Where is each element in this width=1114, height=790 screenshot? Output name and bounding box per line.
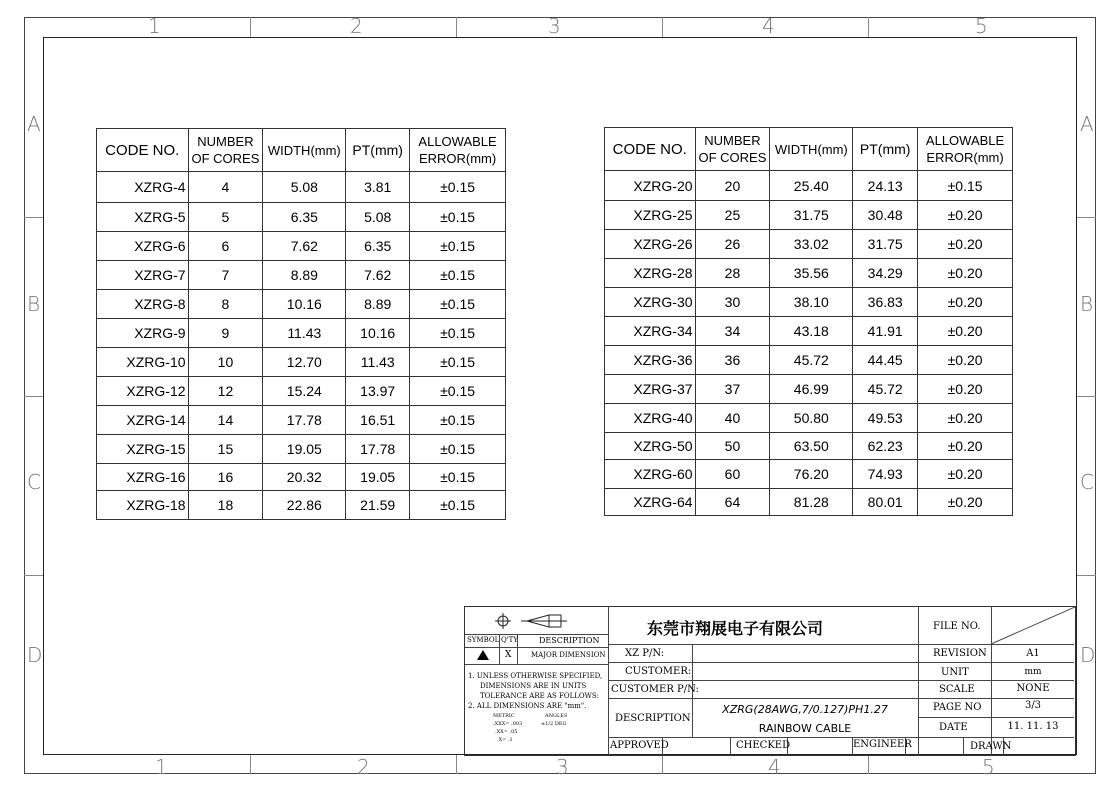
cell-pt: 19.05 [346, 464, 410, 491]
cell-code: XZRG-60 [605, 460, 696, 489]
major-dimension-desc: MAJOR DIMENSION [531, 651, 606, 659]
cell-pt: 5.08 [346, 203, 410, 232]
cell-pt: 36.83 [853, 288, 918, 317]
note-2: 2. ALL DIMENSIONS ARE "mm". [468, 702, 587, 710]
zone-tick [868, 755, 869, 774]
cell-cores: 8 [188, 290, 263, 319]
cell-cores: 12 [188, 377, 263, 406]
cell-cores: 64 [695, 489, 770, 516]
zone-tick [456, 17, 457, 37]
zone-tick [1077, 217, 1096, 218]
cell-err: ±0.20 [918, 375, 1013, 404]
cell-code: XZRG-64 [605, 489, 696, 516]
cell-pt: 74.93 [853, 460, 918, 489]
table-row [97, 435, 506, 464]
cell-err: ±0.20 [918, 346, 1013, 375]
customer-label: CUSTOMER: [625, 666, 692, 677]
table-row [97, 261, 506, 290]
cell-code: XZRG-10 [97, 348, 189, 377]
table-row [97, 232, 506, 261]
cell-err: ±0.15 [410, 319, 506, 348]
date-label: DATE [939, 722, 968, 733]
cell-width: 81.28 [770, 489, 853, 516]
zone-tick [250, 755, 251, 774]
cell-err: ±0.15 [410, 348, 506, 377]
cell-err: ±0.15 [410, 377, 506, 406]
table-row [97, 377, 506, 406]
cell-cores: 14 [188, 406, 263, 435]
header-pt: PT(mm) [346, 129, 410, 172]
table-row [97, 348, 506, 377]
cell-width: 15.24 [263, 377, 346, 406]
cell-err: ±0.15 [410, 464, 506, 491]
spec-table-right [604, 127, 1013, 516]
date-value: 11. 11. 13 [1007, 721, 1059, 732]
note-angles: ANGLES [545, 713, 568, 719]
table-row [97, 464, 506, 491]
cell-width: 25.40 [770, 171, 853, 201]
cell-code: XZRG-34 [605, 317, 696, 346]
cell-code: XZRG-12 [97, 377, 189, 406]
cell-cores: 36 [695, 346, 770, 375]
symbol-qty: X [505, 650, 512, 660]
revision-label: REVISION [933, 648, 987, 659]
table-row [97, 491, 506, 520]
cell-err: ±0.20 [918, 317, 1013, 346]
header-allowable-error: ALLOWABLE ERROR(mm) [918, 128, 1013, 171]
zone-label-col-2: 2 [357, 755, 370, 779]
cell-pt: 13.97 [346, 377, 410, 406]
cell-width: 50.80 [770, 404, 853, 433]
cell-code: XZRG-50 [605, 433, 696, 460]
cell-cores: 4 [188, 172, 263, 203]
zone-label-col-4: 4 [768, 755, 781, 779]
cell-pt: 62.23 [853, 433, 918, 460]
cell-width: 22.86 [263, 491, 346, 520]
cell-pt: 24.13 [853, 171, 918, 201]
cell-cores: 18 [188, 491, 263, 520]
cell-err: ±0.15 [410, 232, 506, 261]
cell-cores: 15 [188, 435, 263, 464]
cell-code: XZRG-30 [605, 288, 696, 317]
note-tol-2: .XX= .05 [495, 729, 518, 735]
cell-code: XZRG-28 [605, 259, 696, 288]
table-row [605, 288, 1013, 317]
cell-err: ±0.15 [410, 290, 506, 319]
table-row [605, 433, 1013, 460]
unit-label: UNIT [941, 667, 969, 678]
cell-err: ±0.15 [410, 435, 506, 464]
zone-tick [662, 17, 663, 37]
cell-code: XZRG-7 [97, 261, 189, 290]
cell-err: ±0.20 [918, 489, 1013, 516]
zone-label-col-4: 4 [762, 14, 775, 38]
cell-err: ±0.20 [918, 433, 1013, 460]
cell-width: 43.18 [770, 317, 853, 346]
cell-width: 76.20 [770, 460, 853, 489]
note-tol-angle: ±1/2 DEG [541, 721, 567, 727]
cell-pt: 3.81 [346, 172, 410, 203]
cell-cores: 6 [188, 232, 263, 261]
zone-label-col-3: 3 [556, 755, 569, 779]
cell-width: 8.89 [263, 261, 346, 290]
zone-label-col-3: 3 [548, 14, 561, 38]
zone-label-row-b: B [1080, 292, 1094, 316]
cell-width: 20.32 [263, 464, 346, 491]
cell-cores: 16 [188, 464, 263, 491]
zone-label-row-b: B [27, 292, 41, 316]
spec-table-left [96, 128, 506, 520]
table-row [605, 404, 1013, 433]
drawn-label: DRAWN [970, 741, 1012, 752]
cell-width: 63.50 [770, 433, 853, 460]
description-line-1: XZRG(28AWG,7/0.127)PH1.27 [722, 703, 888, 716]
cell-pt: 11.43 [346, 348, 410, 377]
zone-tick [662, 755, 663, 774]
cell-err: ±0.20 [918, 259, 1013, 288]
table-row [605, 460, 1013, 489]
cell-cores: 20 [695, 171, 770, 201]
cell-pt: 16.51 [346, 406, 410, 435]
note-1c: TOLERANCE ARE AS FOLLOWS: [480, 692, 600, 700]
approved-label: APPROVED [610, 740, 669, 751]
cell-cores: 34 [695, 317, 770, 346]
cell-err: ±0.15 [410, 261, 506, 290]
header-code-no: CODE NO. [605, 128, 696, 171]
cell-width: 5.08 [263, 172, 346, 203]
cell-code: XZRG-16 [97, 464, 189, 491]
cell-pt: 7.62 [346, 261, 410, 290]
header-allowable-error: ALLOWABLE ERROR(mm) [410, 129, 506, 172]
table-row [605, 375, 1013, 404]
note-1b: DIMENSIONS ARE IN UNITS [480, 682, 587, 690]
cell-code: XZRG-14 [97, 406, 189, 435]
cell-code: XZRG-36 [605, 346, 696, 375]
header-number-of-cores: NUMBER OF CORES [695, 128, 770, 171]
table-row [605, 171, 1013, 201]
table-row [97, 290, 506, 319]
cell-err: ±0.15 [918, 171, 1013, 201]
cell-code: XZRG-26 [605, 230, 696, 259]
customer-pn-label: CUSTOMER P/N: [611, 684, 699, 695]
cell-width: 38.10 [770, 288, 853, 317]
cell-pt: 45.72 [853, 375, 918, 404]
cell-err: ±0.15 [410, 491, 506, 520]
note-tol-3: .XXX= .003 [493, 721, 523, 727]
cell-err: ±0.20 [918, 404, 1013, 433]
cell-pt: 49.53 [853, 404, 918, 433]
cell-code: XZRG-5 [97, 203, 189, 232]
cell-cores: 7 [188, 261, 263, 290]
zone-tick [1077, 396, 1096, 397]
cell-cores: 28 [695, 259, 770, 288]
cell-cores: 9 [188, 319, 263, 348]
cell-err: ±0.15 [410, 203, 506, 232]
zone-tick [24, 396, 43, 397]
cell-pt: 17.78 [346, 435, 410, 464]
page-no-label: PAGE NO [933, 702, 982, 713]
cell-width: 10.16 [263, 290, 346, 319]
header-width: WIDTH(mm) [770, 128, 853, 171]
cell-pt: 80.01 [853, 489, 918, 516]
scale-label: SCALE [939, 684, 975, 695]
cell-width: 6.35 [263, 203, 346, 232]
zone-tick [24, 217, 43, 218]
cell-code: XZRG-20 [605, 171, 696, 201]
table-row [97, 172, 506, 203]
major-dimension-triangle-icon [477, 650, 489, 660]
cell-pt: 21.59 [346, 491, 410, 520]
cell-code: XZRG-8 [97, 290, 189, 319]
cell-width: 17.78 [263, 406, 346, 435]
zone-label-row-a: A [27, 112, 41, 136]
cell-pt: 30.48 [853, 201, 918, 230]
cell-width: 19.05 [263, 435, 346, 464]
table-row [605, 230, 1013, 259]
header-width: WIDTH(mm) [263, 129, 346, 172]
cell-cores: 5 [188, 203, 263, 232]
cell-width: 35.56 [770, 259, 853, 288]
cell-err: ±0.15 [410, 406, 506, 435]
checked-label: CHECKED [736, 740, 791, 751]
header-pt: PT(mm) [853, 128, 918, 171]
cell-code: XZRG-25 [605, 201, 696, 230]
table-row [97, 406, 506, 435]
table-row [605, 346, 1013, 375]
cell-cores: 37 [695, 375, 770, 404]
cell-width: 12.70 [263, 348, 346, 377]
table-row [605, 489, 1013, 516]
zone-tick [24, 575, 43, 576]
description-line-2: RAINBOW CABLE [758, 722, 852, 735]
cell-cores: 60 [695, 460, 770, 489]
cell-cores: 30 [695, 288, 770, 317]
zone-tick [1077, 575, 1096, 576]
cell-width: 45.72 [770, 346, 853, 375]
zone-label-col-1: 1 [155, 755, 168, 779]
description-label: DESCRIPTION [615, 713, 691, 724]
zone-label-row-c: C [1080, 470, 1094, 494]
table-row [97, 319, 506, 348]
table-row [97, 203, 506, 232]
description-header: DESCRIPTION [539, 636, 600, 645]
cell-cores: 25 [695, 201, 770, 230]
cell-width: 7.62 [263, 232, 346, 261]
table-row [605, 201, 1013, 230]
note-metric: METRIC [493, 713, 515, 719]
cell-err: ±0.20 [918, 460, 1013, 489]
cell-pt: 6.35 [346, 232, 410, 261]
qty-header: Q'TY [501, 636, 518, 644]
cell-code: XZRG-15 [97, 435, 189, 464]
cell-code: XZRG-37 [605, 375, 696, 404]
revision-value: A1 [1026, 648, 1040, 659]
cell-cores: 50 [695, 433, 770, 460]
page-no-value: 3/3 [1024, 700, 1042, 711]
cell-width: 46.99 [770, 375, 853, 404]
file-no-diagonal [991, 607, 1075, 645]
cell-err: ±0.20 [918, 230, 1013, 259]
cell-pt: 31.75 [853, 230, 918, 259]
cell-width: 31.75 [770, 201, 853, 230]
scale-value: NONE [1016, 683, 1050, 694]
cell-cores: 10 [188, 348, 263, 377]
cell-pt: 34.29 [853, 259, 918, 288]
zone-label-col-5: 5 [975, 14, 988, 38]
table-row [605, 259, 1013, 288]
cell-code: XZRG-4 [97, 172, 189, 203]
company-name: 东莞市翔展电子有限公司 [647, 619, 824, 638]
zone-label-row-a: A [1080, 112, 1094, 136]
note-1a: 1. UNLESS OTHERWISE SPECIFIED, [468, 672, 603, 680]
zone-label-row-d: D [1080, 643, 1096, 667]
zone-label-col-1: 1 [148, 14, 161, 38]
cell-code: XZRG-9 [97, 319, 189, 348]
cell-err: ±0.20 [918, 288, 1013, 317]
cell-cores: 40 [695, 404, 770, 433]
zone-label-col-5: 5 [982, 755, 995, 779]
file-no-label: FILE NO. [933, 621, 981, 632]
cell-code: XZRG-6 [97, 232, 189, 261]
engineer-label: ENGINEER [853, 739, 912, 750]
zone-tick [456, 755, 457, 774]
cell-err: ±0.15 [410, 172, 506, 203]
title-block [464, 606, 1076, 756]
cell-err: ±0.20 [918, 201, 1013, 230]
zone-label-row-c: C [27, 470, 41, 494]
table-row [605, 317, 1013, 346]
zone-label-col-2: 2 [350, 14, 363, 38]
zone-tick [868, 17, 869, 37]
unit-value: mm [1024, 667, 1042, 677]
cell-width: 11.43 [263, 319, 346, 348]
xz-pn-label: XZ P/N: [625, 648, 665, 659]
cell-code: XZRG-40 [605, 404, 696, 433]
zone-tick [250, 17, 251, 37]
cell-pt: 44.45 [853, 346, 918, 375]
header-code-no: CODE NO. [97, 129, 189, 172]
cell-cores: 26 [695, 230, 770, 259]
note-tol-1: .X= .1 [497, 737, 513, 743]
cell-code: XZRG-18 [97, 491, 189, 520]
cell-pt: 8.89 [346, 290, 410, 319]
symbol-header: SYMBOL [467, 636, 500, 644]
zone-label-row-d: D [27, 643, 43, 667]
projection-symbol-icon [465, 607, 608, 635]
cell-pt: 10.16 [346, 319, 410, 348]
cell-width: 33.02 [770, 230, 853, 259]
header-number-of-cores: NUMBER OF CORES [188, 129, 263, 172]
cell-pt: 41.91 [853, 317, 918, 346]
